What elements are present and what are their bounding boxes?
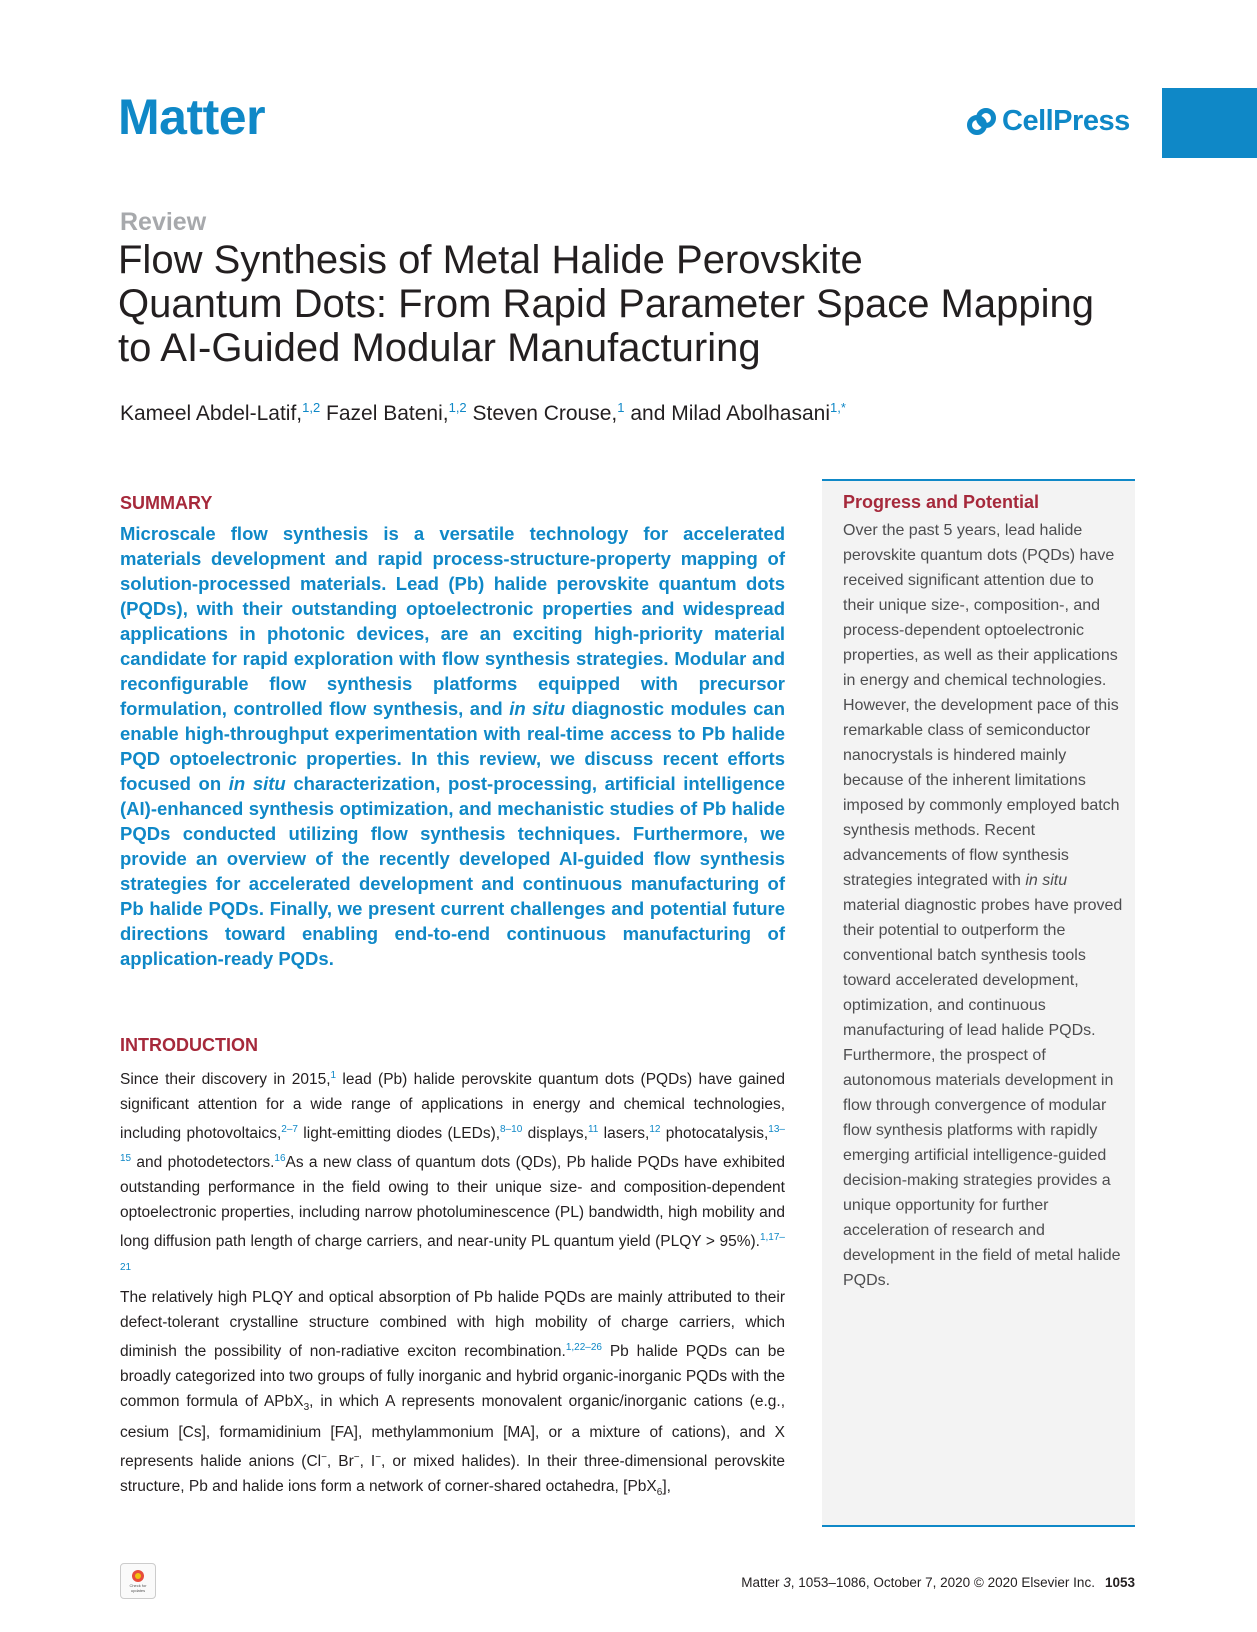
subscript: 6 (656, 1487, 663, 1499)
sidebar-heading: Progress and Potential (843, 492, 1040, 512)
citation-link[interactable]: 8–10 (500, 1124, 523, 1136)
citation-link[interactable]: 2–7 (281, 1124, 298, 1136)
article-title (118, 238, 1158, 370)
text-run: The relatively high PLQY and optical absorption of Pb halide PQDs are mainly attributed to their defect-tolerant crystalline structure combined with high mobility of charge carriers, which diminish the possibility of non-radiative exciton recombination. (120, 1289, 785, 1361)
footer-journal: Matter (741, 1575, 784, 1590)
text-run: lasers, (598, 1125, 650, 1143)
title-line: to AI-Guided Modular Manufacturing (118, 326, 761, 370)
journal-logo: Matter (118, 89, 266, 145)
text-run: As a new class of quantum dots (QDs), Pb halide PQDs have exhibited outstanding performance in the field owing to their unique size- and composition-dependent optoelectronic properties, including narrow photoluminescence (PL) bandwidth, high mobility and long diffusion path length of charge carriers, and near-unity PL quantum yield (PLQY > 95%). (120, 1154, 785, 1251)
charge-superscript: − (321, 1452, 327, 1464)
summary-text-part: characterization, post-processing, artificial intelligence (AI)-enhanced synthesis optimization, and mechanistic studies of Pb halide PQDs conducted utilizing flow synthesis techniques. Furthermore, we provide an overview of the recently developed AI-guided flow synthesis strategies for accelerated development and continuous manufacturing of Pb halide PQDs. Finally, we present current challenges and potential future directions toward enabling end-to-end continuous manufacturing of application-ready PQDs. (120, 773, 785, 969)
text-run: lead (Pb) halide perovskite quantum dots (PQDs) have gained significant attention for a wide range of applications in energy and chemical technologies, including photovoltaics, (120, 1071, 786, 1143)
publisher-logo (966, 105, 1130, 138)
summary-italic: in situ (509, 698, 566, 719)
badge-label: updates (130, 1588, 146, 1593)
journal-color-tab (1162, 88, 1257, 158)
text-run: , I (359, 1453, 376, 1471)
text-run: and photodetectors. (131, 1154, 275, 1172)
sidebar-italic: in situ (1025, 872, 1068, 889)
intro-paragraph-2 (120, 1285, 785, 1506)
author-affiliation[interactable]: 1,2 (302, 400, 321, 415)
citation-link[interactable]: 1 (330, 1070, 337, 1081)
footer-citation: , 1053–1086, October 7, 2020 © 2020 Elsevier Inc. (790, 1575, 1095, 1590)
summary-heading: SUMMARY (120, 493, 213, 513)
text-run: displays, (522, 1125, 588, 1143)
sidebar-text (843, 518, 1123, 1293)
author-name: Kameel Abdel-Latif, (120, 402, 303, 425)
charge-superscript: − (375, 1452, 382, 1464)
citation-link[interactable]: 1,22–26 (565, 1342, 602, 1353)
text-run: , Br (326, 1453, 354, 1471)
bookmark-icon (131, 1569, 145, 1583)
introduction-heading: INTRODUCTION (120, 1035, 258, 1055)
page-number: 1053 (1104, 1575, 1135, 1590)
author-affiliation[interactable]: 1,* (829, 400, 846, 415)
author-affiliation[interactable]: 1,2 (448, 400, 467, 415)
text-run: light-emitting diodes (LEDs), (297, 1125, 501, 1143)
article-type: Review (120, 208, 207, 236)
footer-volume: 3 (783, 1575, 791, 1590)
author-name: Steven Crouse, (466, 402, 618, 425)
check-for-updates-badge[interactable] (120, 1563, 156, 1599)
title-line: Flow Synthesis of Metal Halide Perovskite (118, 238, 863, 282)
author-name: Fazel Bateni, (320, 402, 449, 425)
sidebar-text-part: material diagnostic probes have proved their potential to outperform the conventional batch synthesis tools toward accelerated development, optimization, and continuous manufacturing of lead halide PQDs. Furthermore, the prospect of autonomous materials development in flow through convergence of modular flow synthesis platforms with rapidly emerging artificial intelligence-guided decision-making strategies provides a unique opportunity for further acceleration of research and development in the field of metal halide PQDs. (843, 897, 1123, 1289)
sidebar-text-part: Over the past 5 years, lead halide perovskite quantum dots (PQDs) have received significant attention due to their unique size-, composition-, and process-dependent optoelectronic properties, as well as their applications in energy and chemical technologies. However, the development pace of this remarkable class of semiconductor nanocrystals is hindered mainly because of the inherent limitations imposed by commonly employed batch synthesis methods. Recent advancements of flow synthesis strategies integrated with (843, 522, 1120, 889)
text-run: ], (662, 1478, 671, 1496)
cellpress-icon (966, 107, 996, 137)
text-run: , in which A represents monovalent organic/inorganic cations (e.g., cesium [Cs], formamidinium [FA], methylammonium [MA], or a mixture of cations), and X represents halide anions (Cl (120, 1393, 785, 1471)
author-list (120, 400, 846, 426)
author-affiliation[interactable]: 1 (617, 400, 625, 415)
page-footer (741, 1575, 1135, 1590)
text-run: Pb halide PQDs can be broadly categorized into two groups of fully inorganic and hybrid organic-inorganic PQDs with the common formula of APbX (120, 1343, 786, 1411)
publisher-name: CellPress (1002, 105, 1130, 137)
text-run: Since their discovery in 2015, (120, 1071, 331, 1089)
summary-text-part: diagnostic modules can enable high-throughput experimentation with real-time access to Pb halide PQD optoelectronic properties. In this review, we discuss recent efforts focused on (120, 698, 785, 794)
summary-text-part: Microscale flow synthesis is a versatile technology for accelerated materials development and rapid process-structure-property mapping of solution-processed materials. Lead (Pb) halide perovskite quantum dots (PQDs), with their outstanding optoelectronic properties and widespread applications in photonic devices, are an exciting high-priority material candidate for rapid exploration with flow synthesis strategies. Modular and reconfigurable flow synthesis platforms equipped with precursor formulation, controlled flow synthesis, and (120, 523, 785, 719)
subscript: 3 (303, 1402, 310, 1414)
summary-text (120, 521, 785, 971)
badge-label: Check for (129, 1583, 147, 1588)
text-run: , or mixed halides). In their three-dimensional perovskite structure, Pb and halide ions form a network of corner-shared octahedra, [PbX (120, 1453, 785, 1496)
title-line: Quantum Dots: From Rapid Parameter Space Mapping (118, 282, 1094, 326)
citation-link[interactable]: 12 (649, 1124, 661, 1136)
text-run: photocatalysis, (660, 1125, 769, 1143)
citation-link[interactable]: 16 (274, 1153, 286, 1165)
citation-link[interactable]: 13–15 (120, 1124, 785, 1165)
intro-paragraph-1 (120, 1063, 785, 1284)
summary-italic: in situ (228, 773, 286, 794)
author-name: and Milad Abolhasani (624, 402, 830, 425)
citation-link[interactable]: 11 (587, 1124, 599, 1136)
citation-link[interactable]: 1,17–21 (120, 1232, 785, 1273)
charge-superscript: − (353, 1452, 360, 1464)
